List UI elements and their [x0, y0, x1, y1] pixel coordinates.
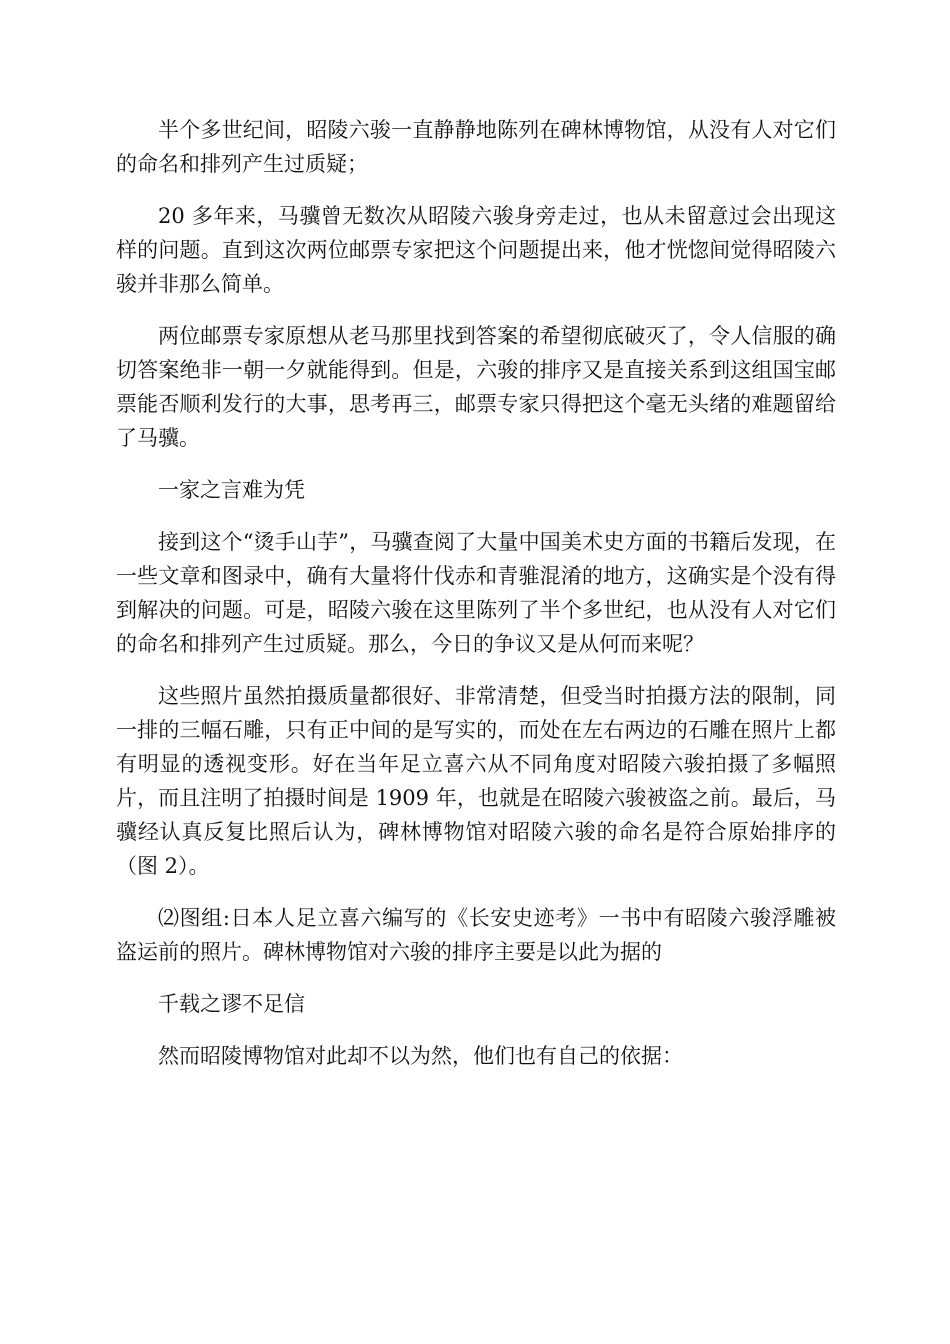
paragraph: 两位邮票专家原想从老马那里找到答案的希望彻底破灭了，令人信服的确切答案绝非一朝一夕就能得到。但是，六骏的排序又是直接关系到这组国宝邮票能否顺利发行的大事，思考再三，邮票专家只得把这个毫无头绪的难题留给了马骥。: [116, 324, 836, 450]
section-heading: 一家之言难为凭: [158, 478, 305, 502]
paragraph: 然而昭陵博物馆对此却不以为然，他们也有自己的依据：: [158, 1044, 683, 1068]
paragraph: 接到这个“烫手山芋”，马骥查阅了大量中国美术史方面的书籍后发现，在一些文章和图录中，确有大量将什伐赤和青骓混淆的地方，这确实是个没有得到解决的问题。可是，昭陵六骏在这里陈列了半个多世纪，也从没有人对它们的命名和排列产生过质疑。那么，今日的争议又是从何而来呢？: [116, 530, 836, 656]
paragraph: 这些照片虽然拍摄质量都很好、非常清楚，但受当时拍摄方法的限制，同一排的三幅石雕，只有正中间的是写实的，而处在左右两边的石雕在照片上都有明显的透视变形。好在当年足立喜六从不同角度对昭陵六骏拍摄了多幅照片，而且注明了拍摄时间是 1909 年，也就是在昭陵六骏被盗之前。最后，马骥经认真反复比照后认为，碑林博物馆对昭陵六骏的命名是符合原始排序的（图 2）。: [116, 684, 836, 878]
figure-caption: ⑵图组:日本人足立喜六编写的《长安史迹考》一书中有昭陵六骏浮雕被盗运前的照片。碑林博物馆对六骏的排序主要是以此为据的: [116, 906, 836, 964]
section-heading: 千载之谬不足信: [158, 992, 305, 1016]
paragraph: 半个多世纪间，昭陵六骏一直静静地陈列在碑林博物馆，从没有人对它们的命名和排列产生过质疑；: [116, 118, 836, 176]
paragraph: 20 多年来，马骥曾无数次从昭陵六骏身旁走过，也从未留意过会出现这样的问题。直到这次两位邮票专家把这个问题提出来，他才恍惚间觉得昭陵六骏并非那么简单。: [116, 204, 836, 296]
document-body: [116, 113, 836, 1091]
